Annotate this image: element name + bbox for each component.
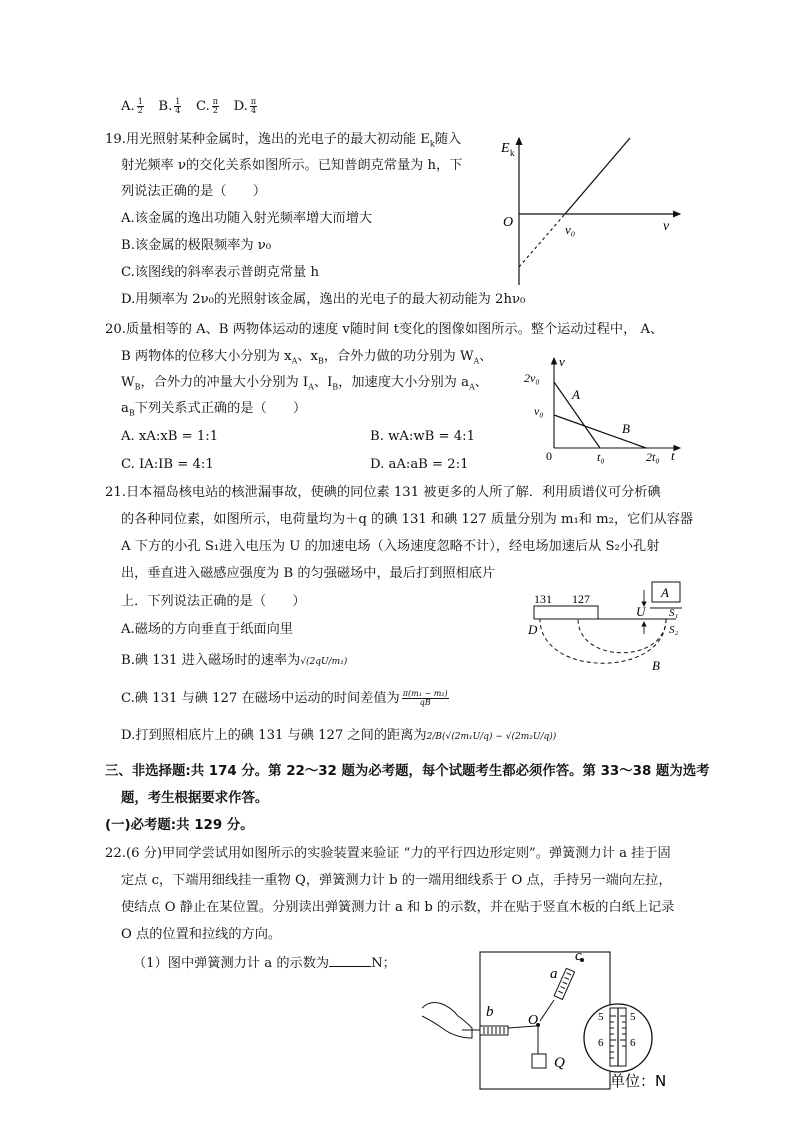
- q19-xlabel: ν: [663, 219, 670, 234]
- q20-xtick-t0: t₀: [597, 450, 605, 464]
- q21-label-d: D: [528, 622, 538, 637]
- q21-stem-line5: 上．下列说法正确的是（ ）: [121, 594, 306, 609]
- q22-hand: [422, 1003, 472, 1038]
- q22-label-c: c: [575, 948, 582, 964]
- q21-option-d: D.打到照相底片上的碘 131 与碘 127 之间的距离为2/B(√(2m₁U/q) − √(2m₂U/q)): [121, 728, 557, 743]
- q19-stem-line1: 19.用光照射某种金属时，逸出的光电子的最大初动能 $E_k$随入: [105, 132, 462, 149]
- q21-label-u: U: [636, 604, 646, 619]
- q21-mass-spectrometer-diagram: [526, 578, 696, 678]
- q19-option-c: C.该图线的斜率表示普朗克常量 h: [121, 265, 319, 280]
- q19-option-d: D.用频率为 2ν₀的光照射该金属，逸出的光电子的最大初动能为 2hν₀: [121, 292, 526, 307]
- q21-stem-line2: 的各种同位素，如图所示，电荷量均为＋q 的碘 131 和碘 127 质量分别为 m₁和 m₂，它们从容器: [121, 512, 694, 527]
- q19-stem-line3: 列说法正确的是（ ）: [121, 184, 267, 199]
- q22-tick-5-right: 5: [630, 1011, 636, 1023]
- q22-tick-6-right: 6: [630, 1037, 636, 1049]
- q20-origin: 0: [546, 449, 552, 463]
- q19-option-b: B.该金属的极限频率为 ν₀: [121, 238, 272, 253]
- q22-label-o: O: [528, 1013, 539, 1028]
- q22-label-b: b: [486, 1004, 494, 1020]
- q22-stem-line2: 定点 c，下端用细线挂一重物 Q，弹簧测力计 b 的一端用细线系于 O 点，手持另一端向左拉，: [121, 873, 672, 888]
- q21-option-a: A.磁场的方向垂直于纸面向里: [121, 622, 293, 637]
- q20-ylabel: v: [559, 354, 565, 369]
- q22-label-q: Q: [554, 1055, 565, 1071]
- q21-option-b: B.碘 131 进入磁场时的速率为√(2qU/m₁): [121, 653, 348, 668]
- q18-options: A. $\frac{1}{2}$ B. $\frac{1}{4}$ C. $\frac{\pi}{2}$ D. $\frac{\pi}{4}$: [121, 97, 257, 115]
- q21-stem-line1: 21.日本福岛核电站的核泄漏事故，使碘的同位素 131 被更多的人所了解．利用质谱仪可分析碘: [105, 485, 661, 500]
- q19-line-dashed: [519, 214, 565, 267]
- q20-xlabel: t: [671, 448, 675, 463]
- q20-option-d: D. aA:aB = 2:1: [370, 457, 469, 472]
- q20-stem-line4: $a_B$下列关系式正确的是（ ）: [121, 401, 307, 418]
- q20-option-c: C. IA:IB = 4:1: [121, 457, 214, 472]
- q19-line-solid: [565, 138, 630, 214]
- q22-weight-q: [532, 1054, 546, 1068]
- q19-x-mark: ν₀: [565, 222, 576, 237]
- q22-tick-6-left: 6: [598, 1037, 604, 1049]
- q22-label-a: a: [550, 966, 558, 982]
- q21-option-c: C.碘 131 与碘 127 在磁场中运动的时间差值为 $\frac{\text{π(m₁ − m₂)}}{qB}$: [121, 689, 448, 707]
- q18-a-fraction: $\frac{1}{2}$: [137, 97, 143, 115]
- q21-photo-plate: [534, 606, 598, 619]
- q21-stem-line3: A 下方的小孔 S₁进入电压为 U 的加速电场（入场速度忽略不计），经电场加速后从 S₂小孔射: [121, 539, 660, 554]
- q22-stem-line3: 使结点 O 静止在某位置。分别读出弹簧测力计 a 和 b 的示数，并在贴于竖直木板的白纸上记录: [121, 900, 675, 915]
- q21-label-a: A: [661, 585, 669, 600]
- q20-option-a: A. xA:xB = 1:1: [121, 429, 219, 444]
- q20-stem-line3: $W_B$，合外力的冲量大小分别为 $I_A$、$I_B$，加速度大小分别为 $a_A$、: [121, 375, 488, 392]
- q21-label-127: 127: [572, 592, 590, 606]
- section3-heading-line1: 三、非选择题:共 174 分。第 22～32 题为必考题，每个试题考生都必须作答。第 33～38 题为选考: [105, 764, 710, 779]
- q19-graph: [495, 130, 695, 290]
- q22-apparatus-figure: [420, 946, 690, 1094]
- q21-stem-line4: 出，垂直进入磁感应强度为 B 的匀强磁场中，最后打到照相底片: [121, 566, 496, 581]
- q22-stem-line1: 22.(6 分)甲同学尝试用如图所示的实验装置来验证 “力的平行四边形定则”。弹簧测力计 a 挂于固: [105, 846, 671, 861]
- q22-answer-blank[interactable]: [329, 966, 371, 967]
- q21-option-b-expr: √(2qU/m₁): [300, 657, 348, 667]
- q20-vt-graph: [520, 352, 690, 467]
- q19-stem-line2: 射光频率 ν的交化关系如图所示。已知普朗克常量为 h，下: [121, 158, 463, 173]
- q21-option-d-expr: 2/B(√(2m₁U/q) − √(2m₂U/q)): [426, 732, 557, 742]
- q20-ytick-2v0: 2v₀: [524, 371, 540, 385]
- q20-stem-line1: 20.质量相等的 A、B 两物体运动的速度 v随时间 t变化的图像如图所示。整个运动过程中， A、: [105, 322, 664, 337]
- q20-xtick-2t0: 2t₀: [646, 450, 660, 464]
- q21-label-131: 131: [534, 592, 552, 606]
- q20-series-a-label: A: [572, 387, 580, 402]
- q22-sub1: （1）图中弹簧测力计 a 的示数为 N；: [133, 956, 396, 971]
- q18-c-fraction: $\frac{\pi}{2}$: [212, 97, 219, 115]
- q20-series-b-label: B: [622, 421, 630, 436]
- q20-option-b: B. wA:wB = 4:1: [370, 429, 475, 444]
- q19-option-a: A.该金属的逸出功随入射光频率增大而增大: [121, 211, 373, 226]
- q22-unit-label: 单位：N: [610, 1072, 667, 1090]
- q19-ylabel-sub: k: [510, 148, 515, 158]
- q19-origin: O: [503, 215, 514, 230]
- q21-trajectory-127: [578, 619, 666, 653]
- q18-b-fraction: $\frac{1}{4}$: [175, 97, 181, 115]
- q21-label-s2: S₂: [669, 624, 679, 636]
- q21-label-b: B: [652, 658, 660, 673]
- q19-ylabel: E: [501, 141, 510, 156]
- q21-trajectory-131: [540, 619, 666, 663]
- q18-d-fraction: $\frac{\pi}{4}$: [250, 97, 257, 115]
- section3-subheading: (一)必考题:共 129 分。: [105, 818, 254, 833]
- q22-tick-5-left: 5: [598, 1011, 604, 1023]
- q21-label-s1: S₁: [669, 607, 679, 619]
- q22-stem-line4: O 点的位置和拉线的方向。: [121, 927, 282, 942]
- q20-stem-line2: B 两物体的位移大小分别为 $x_A$、$x_B$，合外力做的功分别为 $W_A$、: [121, 349, 493, 366]
- section3-heading-line2: 题，考生根据要求作答。: [121, 791, 269, 806]
- q20-ytick-v0: v₀: [534, 404, 544, 418]
- q21-option-c-fraction: $\frac{\text{π(m₁ − m₂)}}{qB}$: [402, 689, 448, 707]
- q20-series-b-line: [554, 415, 646, 448]
